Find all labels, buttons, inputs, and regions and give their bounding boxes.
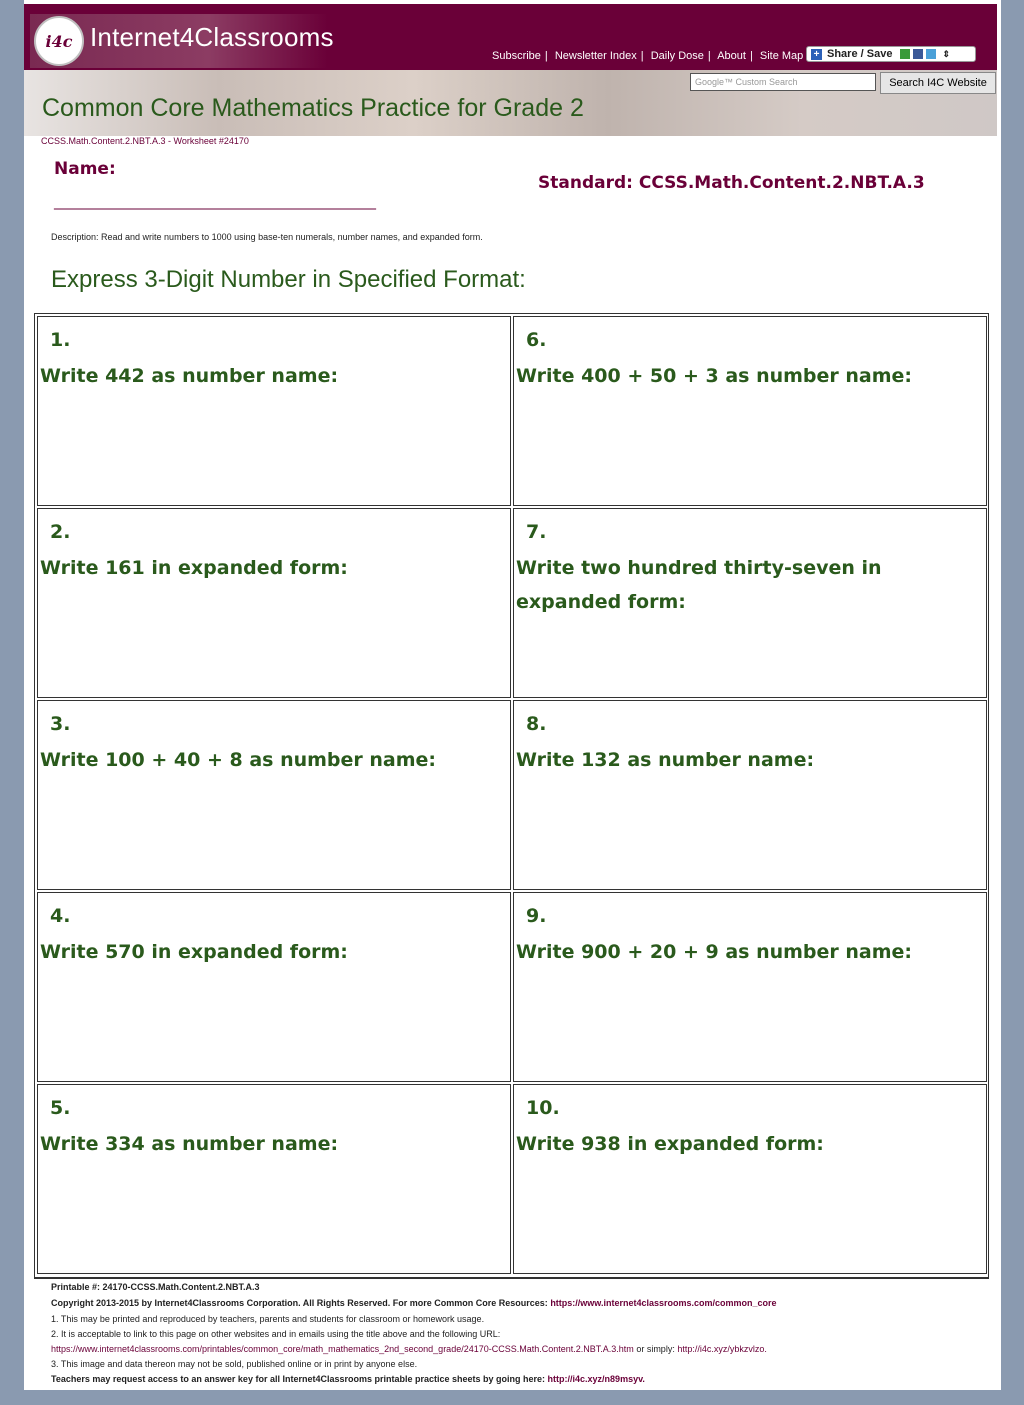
twitter-icon — [926, 49, 936, 59]
footer-note-1: 1. This may be printed and reproduced by teachers, parents and students for classroom or homework usage. — [51, 1314, 485, 1324]
chevron-updown-icon: ⇕ — [942, 48, 950, 59]
footer-note-2: 2. It is acceptable to link to this page on other websites and in emails using the title above and the following URL: — [51, 1329, 501, 1339]
problem-number: 5. — [50, 1097, 71, 1119]
short-url-link[interactable]: http://i4c.xyz/ybkzvlzo. — [677, 1344, 767, 1354]
problem-cell — [513, 892, 987, 1082]
share-email-icon — [900, 49, 910, 59]
problem-number: 1. — [50, 329, 71, 351]
footer — [34, 1278, 989, 1388]
copyright — [51, 1298, 777, 1308]
problem-cell — [513, 508, 987, 698]
site-header — [24, 4, 997, 70]
problem-text: Write two hundred thirty-seven in expanded form: — [516, 557, 882, 613]
nav-separator: | — [749, 50, 753, 62]
logo-badge: i4c — [34, 16, 84, 66]
problem-text: Write 400 + 50 + 3 as number name: — [516, 365, 913, 387]
url-or-text: or simply: — [636, 1344, 675, 1354]
share-save-button[interactable] — [806, 46, 976, 62]
common-core-link[interactable]: https://www.internet4classrooms.com/common_core — [550, 1298, 777, 1308]
answer-key-link[interactable]: http://i4c.xyz/n89msyv. — [547, 1374, 645, 1384]
answer-key-note — [51, 1374, 645, 1384]
breadcrumb[interactable]: CCSS.Math.Content.2.NBT.A.3 - Worksheet #24170 — [41, 136, 249, 146]
name-label: Name: — [54, 159, 116, 179]
search-input[interactable]: Google™ Custom Search — [690, 73, 876, 91]
footer-url-line — [51, 1344, 767, 1354]
printable-number: Printable #: 24170-CCSS.Math.Content.2.NBT.A.3 — [51, 1282, 260, 1292]
problem-number: 10. — [526, 1097, 560, 1119]
nav-separator: | — [544, 50, 548, 62]
page-title: Common Core Mathematics Practice for Grade 2 — [42, 94, 584, 122]
name-line: ______________________________________________ — [54, 194, 376, 210]
nav-separator: | — [640, 50, 644, 62]
nav-newsletter-index[interactable]: Newsletter Index — [554, 50, 637, 62]
copyright-text: Copyright 2013-2015 by Internet4Classrooms Corporation. All Rights Reserved. For more Common Core Resources: — [51, 1298, 548, 1308]
problem-cell — [513, 700, 987, 890]
nav-site-map[interactable]: Site Map — [759, 50, 804, 62]
site-logo[interactable] — [30, 14, 334, 68]
share-label: Share / Save — [827, 48, 893, 60]
problem-text: Write 900 + 20 + 9 as number name: — [516, 941, 913, 963]
plus-icon: + — [811, 49, 822, 60]
problem-number: 9. — [526, 905, 547, 927]
problem-cell — [513, 316, 987, 506]
problem-cell — [37, 1084, 511, 1274]
footer-note-3: 3. This image and data thereon may not be sold, published online or in print by anyone else. — [51, 1359, 418, 1369]
facebook-icon — [913, 49, 923, 59]
problem-grid — [34, 313, 989, 1278]
problem-number: 2. — [50, 521, 71, 543]
problem-number: 6. — [526, 329, 547, 351]
nav-daily-dose[interactable]: Daily Dose — [650, 50, 704, 62]
problem-cell — [513, 1084, 987, 1274]
problem-text: Write 334 as number name: — [40, 1133, 339, 1155]
nav-subscribe[interactable]: Subscribe — [492, 50, 541, 62]
problem-text: Write 100 + 40 + 8 as number name: — [40, 749, 437, 771]
page — [24, 0, 1001, 1390]
problem-text: Write 570 in expanded form: — [40, 941, 348, 963]
problem-number: 4. — [50, 905, 71, 927]
long-url-link[interactable]: https://www.internet4classrooms.com/printables/common_core/math_mathematics_2nd_second_grade/24170-CCSS.Math.Content.2.NBT.A.3.htm — [51, 1344, 634, 1354]
problem-text: Write 938 in expanded form: — [516, 1133, 824, 1155]
problem-text: Write 132 as number name: — [516, 749, 815, 771]
problem-number: 3. — [50, 713, 71, 735]
problem-cell — [37, 892, 511, 1082]
problem-cell — [37, 316, 511, 506]
answer-key-text: Teachers may request access to an answer key for all Internet4Classrooms printable practice sheets by going here: — [51, 1374, 546, 1384]
top-nav — [492, 50, 803, 62]
problem-text: Write 161 in expanded form: — [40, 557, 348, 579]
nav-about[interactable]: About — [717, 50, 746, 62]
standard-label: Standard: CCSS.Math.Content.2.NBT.A.3 — [538, 173, 925, 193]
section-title: Express 3-Digit Number in Specified Format: — [51, 266, 526, 293]
problem-number: 8. — [526, 713, 547, 735]
nav-separator: | — [707, 50, 711, 62]
logo-text: Internet4Classrooms — [90, 22, 334, 52]
header-banner — [24, 70, 997, 136]
description: Description: Read and write numbers to 1000 using base-ten numerals, number names, and expanded form. — [51, 232, 483, 242]
problem-text: Write 442 as number name: — [40, 365, 339, 387]
problem-cell — [37, 508, 511, 698]
search-button[interactable]: Search I4C Website — [880, 72, 996, 94]
problem-cell — [37, 700, 511, 890]
problem-number: 7. — [526, 521, 547, 543]
